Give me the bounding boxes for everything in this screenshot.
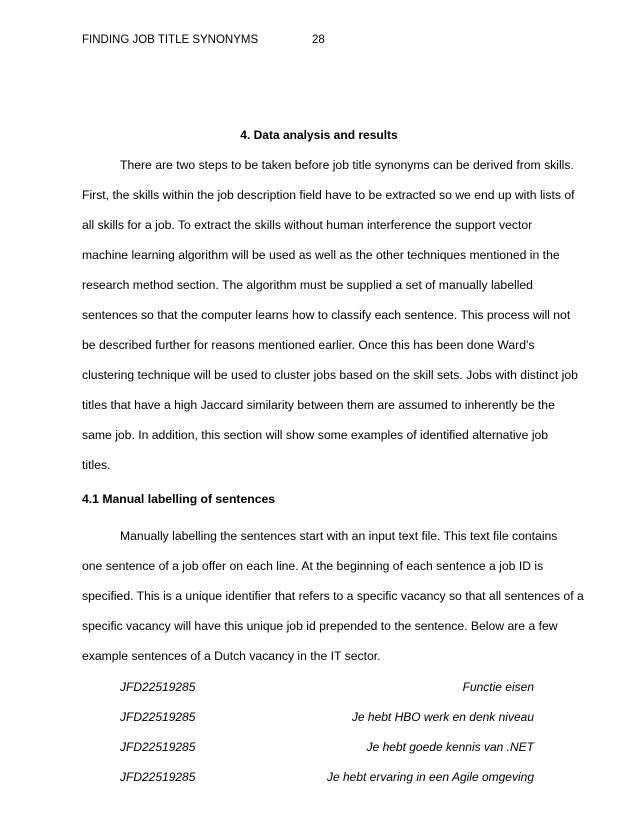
subsection-heading: 4.1 Manual labelling of sentences [82,492,276,506]
running-title: FINDING JOB TITLE SYNONYMS [82,34,259,46]
section-paragraph [82,150,578,480]
example-sentence-row [120,710,534,740]
paragraph-line: specific vacancy will have this unique job id prepended to the sentence. Below are a few [82,619,558,633]
example-sentence: Functie eisen [462,680,534,694]
paragraph-line: research method section. The algorithm must be supplied a set of manually labelled [82,278,533,292]
page-header [82,34,325,46]
job-id: JFD22519285 [120,770,196,784]
paragraph-line: be described further for reasons mentioned earlier. Once this has been done Ward’s [82,338,535,352]
paragraph-line: First, the skills within the job description field have to be extracted so we end up with lists of [82,188,575,202]
example-sentence: Je hebt goede kennis van .NET [366,740,534,754]
example-sentence-row [120,770,534,800]
paragraph-line: There are two steps to be taken before job title synonyms can be derived from skills. [120,158,574,172]
example-sentence: Je hebt ervaring in een Agile omgeving [326,770,534,784]
job-id: JFD22519285 [120,740,196,754]
job-id: JFD22519285 [120,680,196,694]
paragraph-line: all skills for a job. To extract the skills without human interference the support vector [82,218,533,232]
section-heading: 4. Data analysis and results [240,128,398,142]
example-sentence: Je hebt HBO werk en denk niveau [351,710,534,724]
page-number: 28 [312,34,325,46]
example-sentence-row [120,680,534,710]
job-id: JFD22519285 [120,710,196,724]
paragraph-line: clustering technique will be used to cluster jobs based on the skill sets. Jobs with distinct job [82,368,578,382]
paragraph-line: example sentences of a Dutch vacancy in the IT sector. [82,649,381,663]
subsection-paragraph [82,521,584,671]
paragraph-line: specified. This is a unique identifier that refers to a specific vacancy so that all sentences of a [82,589,584,603]
example-sentence-row [120,740,534,770]
paragraph-line: titles that have a high Jaccard similarity between them are assumed to inherently be the [82,398,555,412]
paragraph-line: one sentence of a job offer on each line. At the beginning of each sentence a job ID is [82,559,544,573]
paragraph-line: same job. In addition, this section will show some examples of identified alternative job [82,428,549,442]
paragraph-line: Manually labelling the sentences start with an input text file. This text file contains [120,529,558,543]
paragraph-line: machine learning algorithm will be used as well as the other techniques mentioned in the [82,248,560,262]
paragraph-line: titles. [82,458,111,472]
paragraph-line: sentences so that the computer learns how to classify each sentence. This process will not [82,308,571,322]
